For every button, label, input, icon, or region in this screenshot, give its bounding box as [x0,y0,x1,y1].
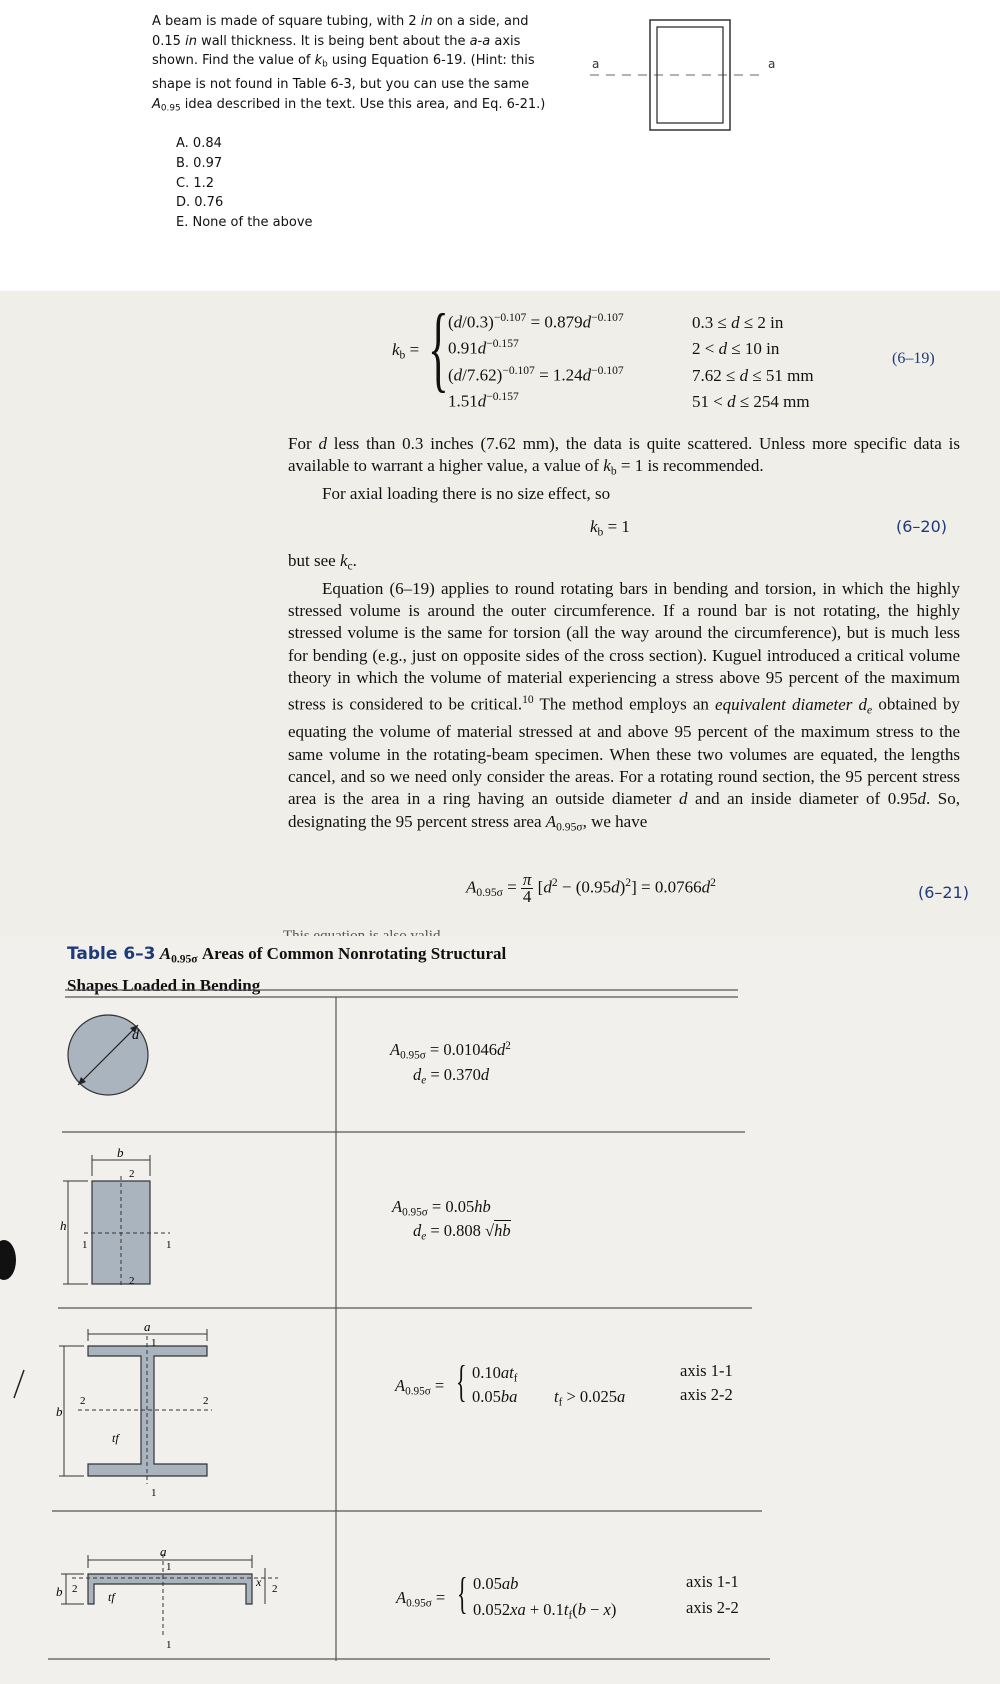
eq-row-2-range: 2 < d ≤ 10 in [692,339,780,358]
question-line-3: shown. Find the value of $k_b$ using Equation 6-19. (Hint: this [152,53,535,70]
choice-e[interactable]: E. None of the above [176,215,313,231]
question-line-1: A beam is made of square tubing, with 2 in on a side, and [152,14,529,29]
svg-text:b: b [117,1145,124,1160]
svg-text:2: 2 [129,1168,135,1180]
paragraph-small-d: For d less than 0.3 inches (7.62 mm), the data is quite scattered. Unless more specific data is available to warrant a higher value, a value of $k_b = 1$ is recommended. For axial loading there is no size effect, so [288,434,960,504]
eq-row-3-range: 7.62 ≤ d ≤ 51 mm [692,366,814,385]
svg-text:2: 2 [203,1395,209,1407]
row1-de-formula: $d_e = 0.370d$ [413,1065,490,1087]
svg-text:d: d [132,1028,139,1043]
svg-text:1: 1 [151,1487,157,1499]
table-label: Table 6–3 [67,944,156,964]
shape-i-beam [56,1319,212,1499]
eq-row-1-expr: $(d/0.3)^{-0.107} = 0.879d^{-0.107}$ [448,311,624,332]
eq-row-4-expr: $1.51d^{-0.157}$ [448,390,519,411]
eq-tag-6-20: (6–20) [896,517,948,536]
eq-row-4-range: 51 < d ≤ 254 mm [692,392,810,411]
row2-area-formula: $A_{0.95\sigma} = 0.05hb$ [392,1197,491,1219]
svg-text:1: 1 [151,1337,157,1349]
axis-label-left: a [592,57,600,71]
table-title-line-1: Table 6–3 $A_{0.95\sigma}$ Areas of Common Nonrotating Structural [67,944,507,966]
svg-text:a: a [144,1319,151,1334]
row2-de-formula: $d_e = 0.808$ √hb [413,1221,511,1243]
equation-6-21: $A_{0.95\sigma} = \frac{\pi}{4} [d^2 - (0.95d)^2] = 0.0766d^2$ [466,870,716,906]
row3-axis2-label: axis 2-2 [680,1385,733,1404]
row3-axis1-formula: $0.10at_f$ [472,1363,518,1385]
eq-tag-6-21: (6–21) [918,883,970,902]
row4-axis2-label: axis 2-2 [686,1598,739,1617]
svg-text:2: 2 [80,1395,86,1407]
square-tube-figure [570,10,840,140]
row4-area-lhs: $A_{0.95\sigma}$ = [396,1588,446,1610]
svg-text:h: h [60,1218,67,1233]
svg-text:tf: tf [108,1590,115,1604]
eq-row-3-expr: $(d/7.62)^{-0.107} = 1.24d^{-0.107}$ [448,364,624,385]
paragraph-kuguel: but see $k_c$. Equation (6–19) applies to round rotating bars in bending and torsion, in which the highly stressed volume is around the outer circumference. If a round bar is not rotating, the highly stressed volume is the same for torsion (all the way around the circumference), but is much less for bending (e.g., just on opposite sides of the cross section). Kuguel introduced a critical volume theory in which the volume of material experiencing a stress above 95 percent of the maximum stress is considered to be critical.$^{10}$ The method employs an equivalent diameter $d_e$ obtained by equating the volume of material stressed at and above 95 percent of the maximum stress to the same volume in the rotating-beam specimen. When these two volumes are equated, the lengths cancel, and so we need only consider the areas. For a rotating round section, the 95 percent stress area is the area in a ring having an outside diameter d and an inside diameter of 0.95d. So, designating the 95 percent stress area $A_{0.95\sigma}$, we have [288,551,960,833]
shape-channel [56,1544,278,1651]
question-line-4: shape is not found in Table 6-3, but you can use the same [152,77,530,93]
svg-text:a: a [160,1544,167,1559]
svg-text:x: x [256,1575,262,1589]
shape-rectangle [60,1145,172,1288]
row4-axis1-label: axis 1-1 [686,1572,739,1591]
row4-axis2-formula: $0.052xa + 0.1t_f(b - x)$ [473,1600,617,1622]
question-panel [0,0,1000,290]
svg-text:1: 1 [82,1239,88,1251]
svg-text:2: 2 [72,1583,78,1595]
pen-mark [0,1240,40,1400]
svg-text:1: 1 [166,1239,172,1251]
choice-c[interactable]: C. 1.2 [176,175,215,191]
eq-row-1-range: 0.3 ≤ d ≤ 2 in [692,313,784,332]
row3-axis1-label: axis 1-1 [680,1361,733,1380]
svg-text:1: 1 [166,1561,172,1573]
row3-condition: $t_f > 0.025a$ [554,1387,626,1409]
question-text [152,12,552,119]
eq-lhs-kb: $k_b$ = [392,340,420,362]
choice-d[interactable]: D. 0.76 [176,195,224,211]
row3-brace: { [456,1357,467,1406]
row3-axis2-formula: 0.05ba [472,1387,518,1406]
row4-axis1-formula: 0.05ab [473,1574,519,1593]
svg-text:2: 2 [129,1275,135,1287]
svg-text:b: b [56,1404,63,1419]
choice-b[interactable]: B. 0.97 [176,155,223,171]
choice-a[interactable]: A. 0.84 [176,136,222,151]
svg-text:2: 2 [272,1583,278,1595]
eq-brace: { [428,294,449,401]
cut-off-text [283,924,440,934]
svg-text:1: 1 [166,1639,172,1651]
answer-choices [176,134,313,233]
row4-brace: { [457,1569,468,1618]
equation-6-20: $k_b = 1$ [590,517,630,539]
table-title-subtitle: Shapes Loaded in Bending [67,976,261,996]
eq-tag-6-19: (6–19) [892,350,935,367]
svg-text:b: b [56,1584,63,1599]
question-line-2: 0.15 in wall thickness. It is being bent about the a-a axis [152,33,521,49]
question-line-5: $A_{0.95}$ idea described in the text. Use this area, and Eq. 6-21.) [152,96,546,114]
shape-solid-round [68,1015,148,1095]
eq-row-2-expr: $0.91d^{-0.157}$ [448,337,519,358]
row1-area-formula: $A_{0.95\sigma} = 0.01046d^2$ [390,1040,511,1062]
axis-label-right: a [768,57,776,71]
svg-text:tf: tf [112,1431,119,1445]
row3-area-lhs: $A_{0.95\sigma}$ = [395,1376,445,1398]
